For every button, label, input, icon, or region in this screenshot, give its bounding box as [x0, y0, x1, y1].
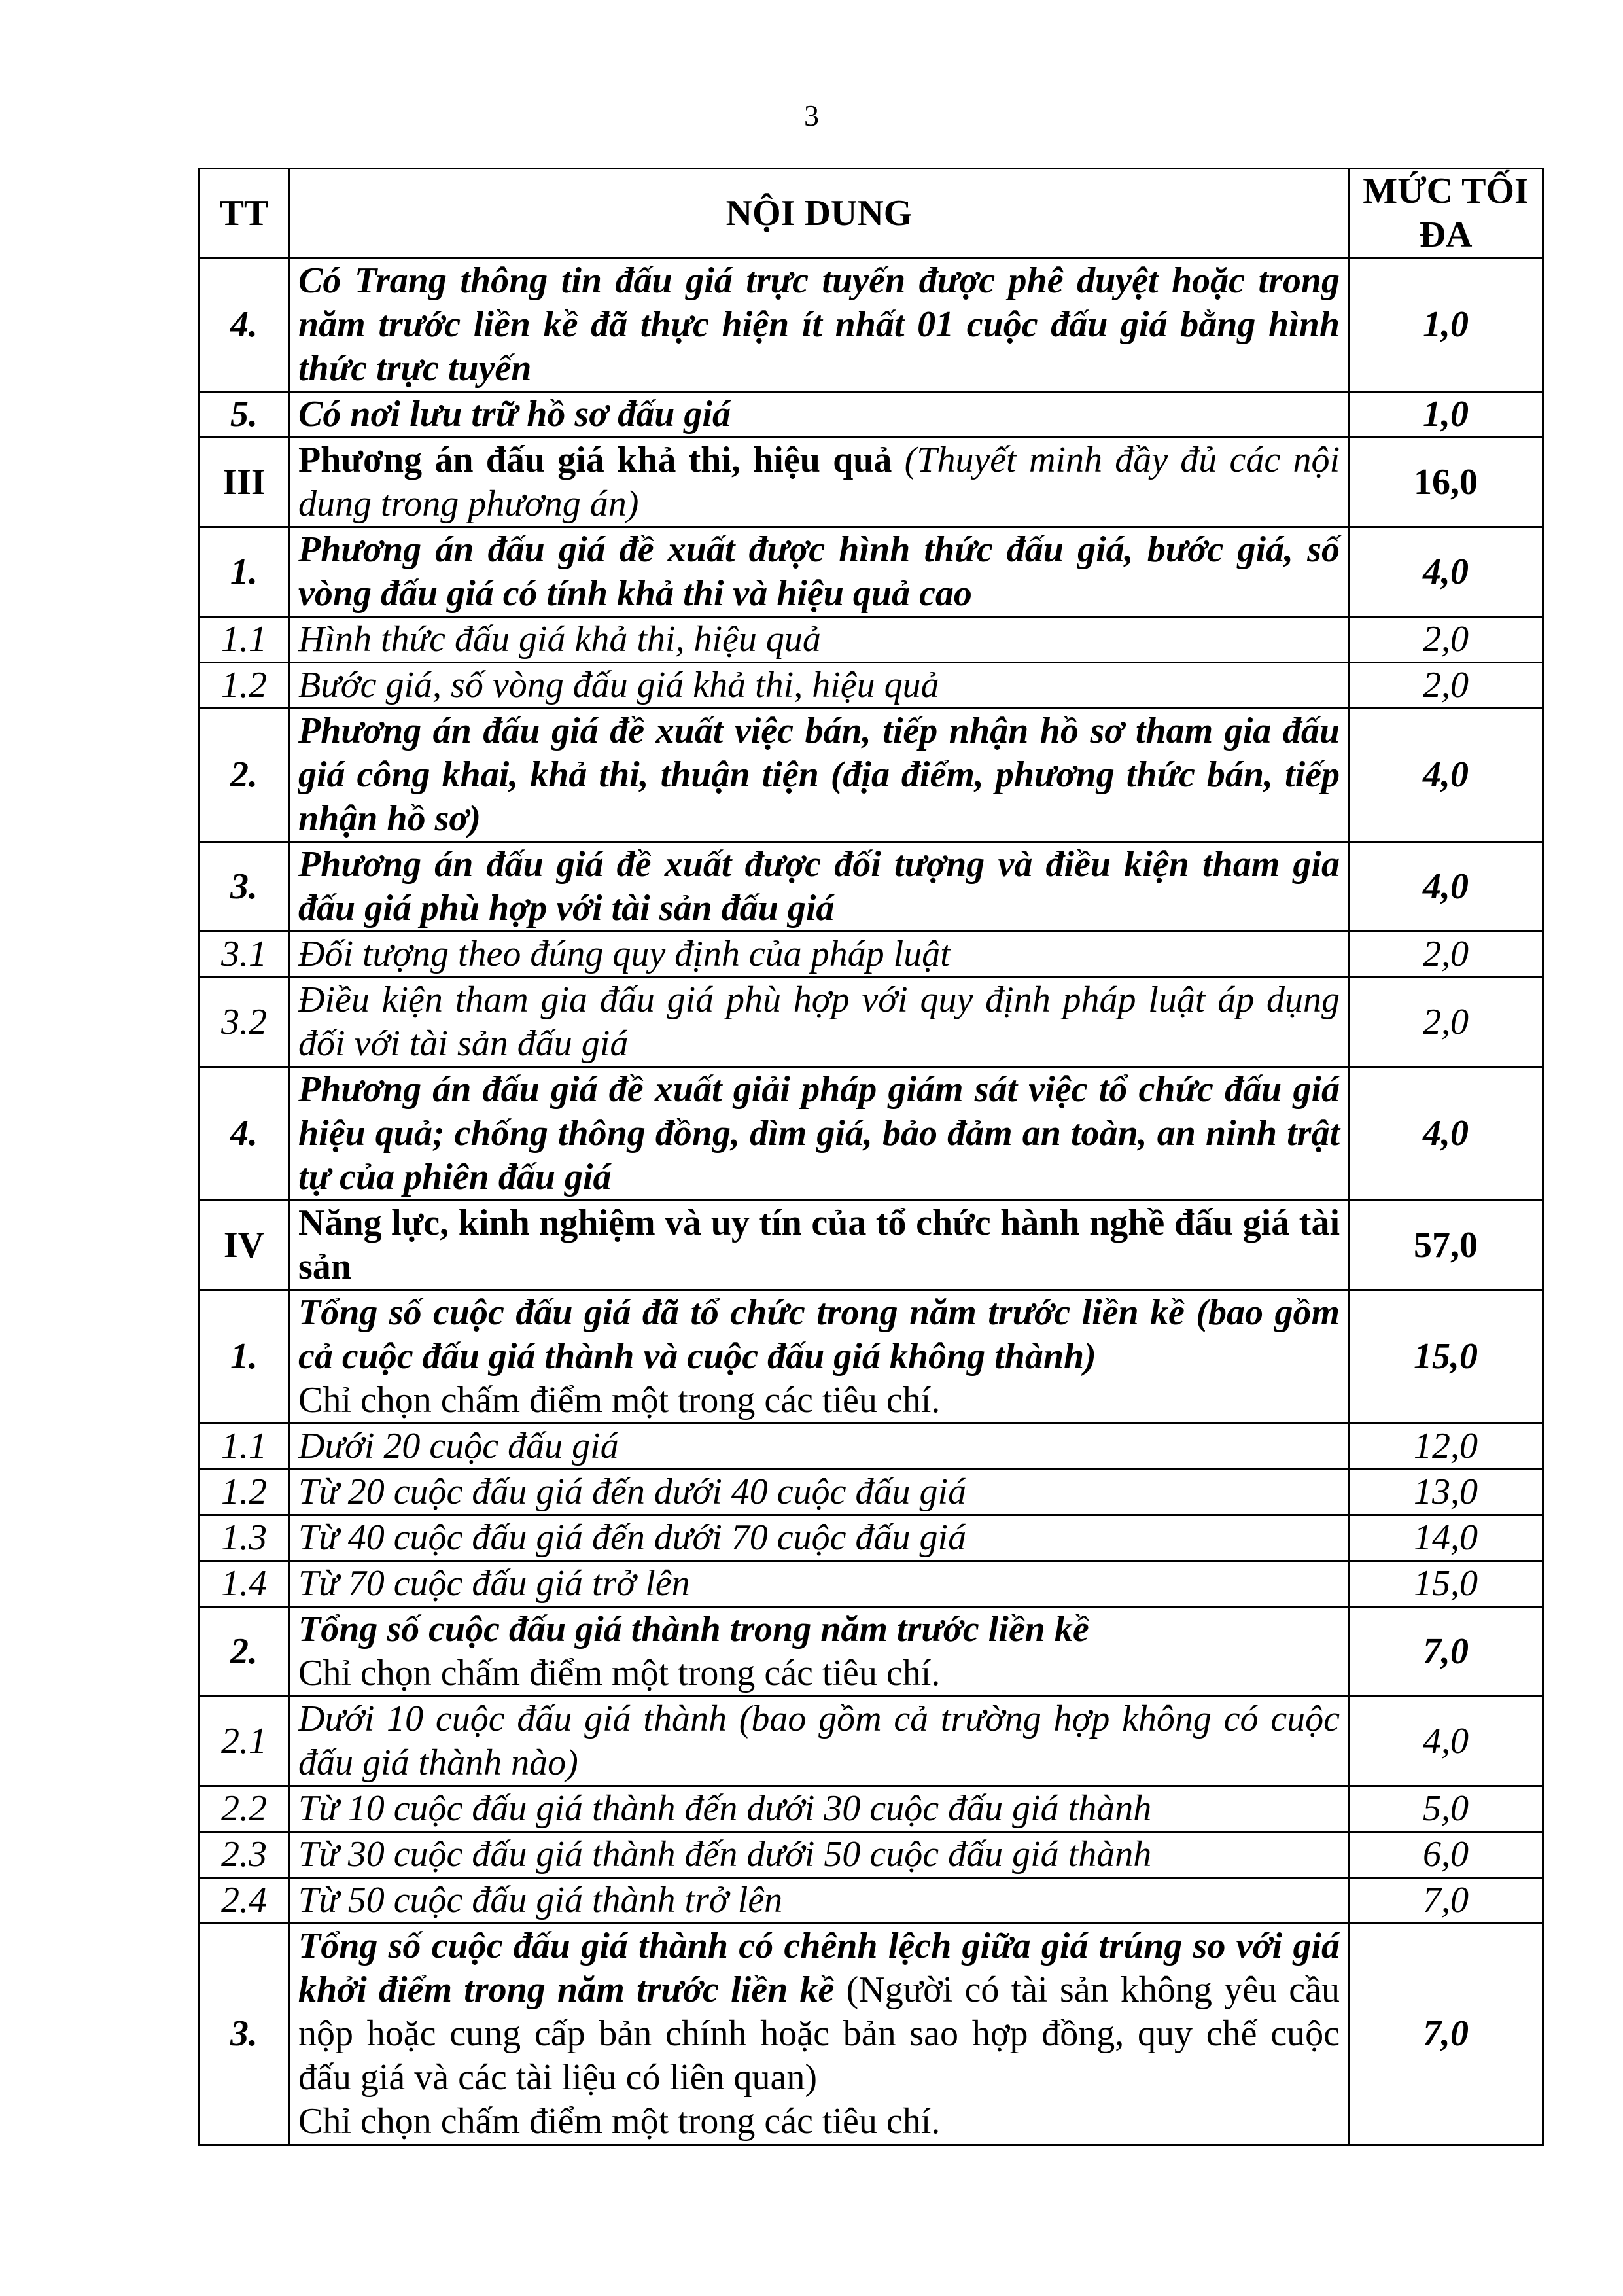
row-content	[290, 1697, 1349, 1786]
table-row	[199, 1607, 1543, 1697]
table-header	[199, 169, 1543, 258]
row-max-score: 13,0	[1349, 1470, 1543, 1515]
row-number: 3.	[199, 842, 290, 932]
row-content	[290, 1067, 1349, 1201]
table-row	[199, 1470, 1543, 1515]
row-text: Hình thức đấu giá khả thi, hiệu quả	[298, 619, 821, 660]
row-text: Tổng số cuộc đấu giá thành trong năm trước liền kề	[298, 1609, 1089, 1650]
header-max: MỨC TỐI ĐA	[1349, 169, 1543, 258]
row-content	[290, 1470, 1349, 1515]
row-note: (Người có tài sản không yêu cầu nộp hoặc cung cấp bản chính hoặc bản sao hợp đồng, quy chế cuộc đấu giá và các tài liệu có liên quan)	[298, 1969, 1340, 2098]
row-text: Từ 70 cuộc đấu giá trở lên	[298, 1563, 690, 1604]
row-max-score: 15,0	[1349, 1290, 1543, 1424]
row-content	[290, 527, 1349, 617]
table-row	[199, 1561, 1543, 1607]
row-max-score: 2,0	[1349, 932, 1543, 978]
row-number: 2.2	[199, 1786, 290, 1832]
row-number: 1.4	[199, 1561, 290, 1607]
row-text: Bước giá, số vòng đấu giá khả thi, hiệu quả	[298, 665, 939, 705]
row-number: 5.	[199, 392, 290, 438]
table-row	[199, 842, 1543, 932]
row-note: (Thuyết minh đầy đủ các nội dung trong phương án)	[298, 440, 1340, 524]
row-content	[290, 1201, 1349, 1290]
row-number: 3.2	[199, 978, 290, 1067]
row-number: 2.4	[199, 1878, 290, 1924]
row-content	[290, 842, 1349, 932]
row-max-score: 2,0	[1349, 617, 1543, 663]
table-row	[199, 663, 1543, 709]
table-row	[199, 1697, 1543, 1786]
row-content	[290, 1515, 1349, 1561]
row-max-score: 4,0	[1349, 842, 1543, 932]
table-row	[199, 258, 1543, 392]
table-row	[199, 932, 1543, 978]
row-max-score: 7,0	[1349, 1924, 1543, 2145]
table-row	[199, 709, 1543, 842]
row-max-score: 4,0	[1349, 1697, 1543, 1786]
row-number: 4.	[199, 258, 290, 392]
row-max-score: 15,0	[1349, 1561, 1543, 1607]
row-number: 3.	[199, 1924, 290, 2145]
row-content	[290, 1561, 1349, 1607]
row-number: 1.	[199, 1290, 290, 1424]
row-number: 4.	[199, 1067, 290, 1201]
row-content	[290, 1290, 1349, 1424]
scoring-table	[198, 168, 1544, 2146]
row-text: Dưới 20 cuộc đấu giá	[298, 1426, 619, 1466]
row-content	[290, 1832, 1349, 1878]
table-row	[199, 392, 1543, 438]
row-number: 2.	[199, 709, 290, 842]
row-content	[290, 392, 1349, 438]
row-content	[290, 1786, 1349, 1832]
table-row	[199, 978, 1543, 1067]
row-number: 1.1	[199, 617, 290, 663]
row-max-score: 4,0	[1349, 527, 1543, 617]
row-content	[290, 1924, 1349, 2145]
row-text: Tổng số cuộc đấu giá thành có chênh lệch giữa giá trúng so với giá khởi điểm trong năm trước liền kề	[298, 1926, 1340, 2010]
row-max-score: 5,0	[1349, 1786, 1543, 1832]
header-tt: TT	[199, 169, 290, 258]
row-content	[290, 1607, 1349, 1697]
row-text: Từ 40 cuộc đấu giá đến dưới 70 cuộc đấu giá	[298, 1517, 967, 1558]
row-text: Từ 20 cuộc đấu giá đến dưới 40 cuộc đấu giá	[298, 1472, 967, 1512]
table-row	[199, 1201, 1543, 1290]
row-text: Phương án đấu giá khả thi, hiệu quả	[298, 440, 892, 480]
row-number: III	[199, 438, 290, 527]
row-text: Từ 50 cuộc đấu giá thành trở lên	[298, 1880, 783, 1920]
row-max-score: 4,0	[1349, 1067, 1543, 1201]
row-max-score: 12,0	[1349, 1424, 1543, 1470]
row-subnote: Chỉ chọn chấm điểm một trong các tiêu chí.	[298, 2101, 941, 2142]
row-text: Từ 10 cuộc đấu giá thành đến dưới 30 cuộc đấu giá thành	[298, 1788, 1152, 1829]
row-number: IV	[199, 1201, 290, 1290]
row-number: 1.3	[199, 1515, 290, 1561]
row-max-score: 57,0	[1349, 1201, 1543, 1290]
row-subnote: Chỉ chọn chấm điểm một trong các tiêu chí.	[298, 1653, 941, 1693]
row-text: Phương án đấu giá đề xuất được đối tượng và điều kiện tham gia đấu giá phù hợp với tài sản đấu giá	[298, 844, 1340, 928]
table-row	[199, 1290, 1543, 1424]
row-text: Phương án đấu giá đề xuất giải pháp giám sát việc tổ chức đấu giá hiệu quả; chống thông đồng, dìm giá, bảo đảm an toàn, an ninh trật tự của phiên đấu giá	[298, 1069, 1340, 1197]
row-text: Đối tượng theo đúng quy định của pháp luật	[298, 934, 951, 974]
row-max-score: 6,0	[1349, 1832, 1543, 1878]
table-row	[199, 1786, 1543, 1832]
row-max-score: 16,0	[1349, 438, 1543, 527]
row-content	[290, 1878, 1349, 1924]
row-number: 1.1	[199, 1424, 290, 1470]
row-text: Năng lực, kinh nghiệm và uy tín của tổ chức hành nghề đấu giá tài sản	[298, 1203, 1340, 1287]
row-text: Từ 30 cuộc đấu giá thành đến dưới 50 cuộc đấu giá thành	[298, 1834, 1152, 1875]
row-text: Phương án đấu giá đề xuất được hình thức đấu giá, bước giá, số vòng đấu giá có tính khả thi và hiệu quả cao	[298, 529, 1340, 614]
table-row	[199, 1878, 1543, 1924]
table-row	[199, 617, 1543, 663]
table-row	[199, 527, 1543, 617]
row-max-score: 14,0	[1349, 1515, 1543, 1561]
row-number: 2.	[199, 1607, 290, 1697]
row-max-score: 7,0	[1349, 1878, 1543, 1924]
row-text: Điều kiện tham gia đấu giá phù hợp với quy định pháp luật áp dụng đối với tài sản đấu giá	[298, 980, 1340, 1064]
table-row	[199, 1832, 1543, 1878]
row-content	[290, 978, 1349, 1067]
row-content	[290, 1424, 1349, 1470]
row-number: 2.3	[199, 1832, 290, 1878]
row-number: 1.2	[199, 1470, 290, 1515]
row-text: Dưới 10 cuộc đấu giá thành (bao gồm cả trường hợp không có cuộc đấu giá thành nào)	[298, 1699, 1340, 1783]
row-text: Có Trang thông tin đấu giá trực tuyến được phê duyệt hoặc trong năm trước liền kề đã thực hiện ít nhất 01 cuộc đấu giá bằng hình thức trực tuyến	[298, 260, 1340, 389]
row-content	[290, 663, 1349, 709]
row-text: Phương án đấu giá đề xuất việc bán, tiếp nhận hồ sơ tham gia đấu giá công khai, khả thi, thuận tiện (địa điểm, phương thức bán, tiếp nhận hồ sơ)	[298, 711, 1340, 839]
row-max-score: 1,0	[1349, 392, 1543, 438]
page-number: 3	[804, 99, 819, 132]
row-content	[290, 258, 1349, 392]
row-content	[290, 617, 1349, 663]
row-max-score: 7,0	[1349, 1607, 1543, 1697]
row-max-score: 2,0	[1349, 978, 1543, 1067]
row-content	[290, 709, 1349, 842]
row-number: 1.	[199, 527, 290, 617]
row-max-score: 1,0	[1349, 258, 1543, 392]
row-max-score: 2,0	[1349, 663, 1543, 709]
header-content: NỘI DUNG	[290, 169, 1349, 258]
table-row	[199, 1067, 1543, 1201]
table-row	[199, 1515, 1543, 1561]
table-row	[199, 438, 1543, 527]
row-text: Tổng số cuộc đấu giá đã tổ chức trong năm trước liền kề (bao gồm cả cuộc đấu giá thành và cuộc đấu giá không thành)	[298, 1292, 1340, 1377]
table-row	[199, 1924, 1543, 2145]
row-max-score: 4,0	[1349, 709, 1543, 842]
row-content	[290, 438, 1349, 527]
row-text: Có nơi lưu trữ hồ sơ đấu giá	[298, 394, 731, 434]
row-subnote: Chỉ chọn chấm điểm một trong các tiêu chí.	[298, 1380, 941, 1421]
row-number: 1.2	[199, 663, 290, 709]
row-number: 2.1	[199, 1697, 290, 1786]
row-content	[290, 932, 1349, 978]
table-row	[199, 1424, 1543, 1470]
row-number: 3.1	[199, 932, 290, 978]
